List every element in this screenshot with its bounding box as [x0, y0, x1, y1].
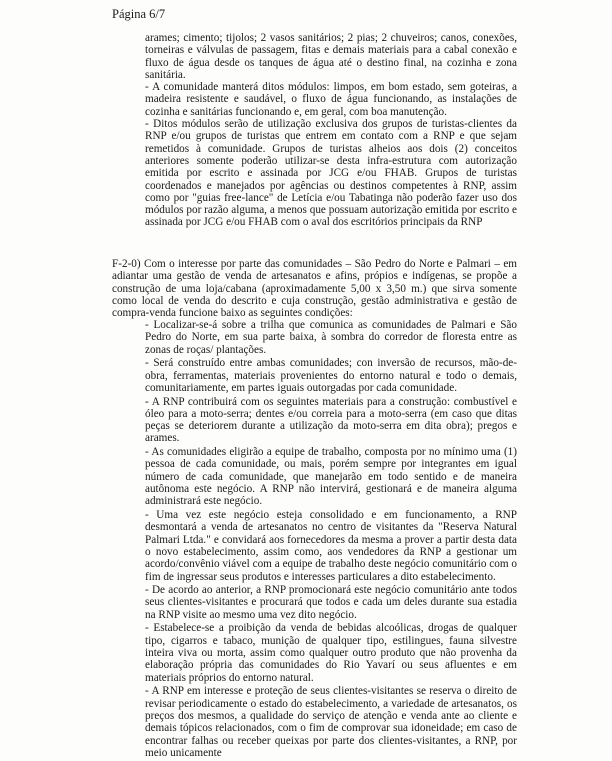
- condition-item: - De acordo ao anterior, a RNP promocionará este negócio comunitário ante todos seus clientes-visitantes e procurará que todos e cada um deles durante sua estadia na RNP visite ao mesmo uma vez dito negócio.: [145, 584, 517, 621]
- condition-item: - Será construído entre ambas comunidades; con inversão de recursos, mão-de-obra, ferramentas, materiais provenientes do entorno natural e todo o demais, comunitariamente, em partes iguais outorgadas por cada comunidade.: [145, 357, 517, 394]
- condition-item: - A RNP contribuirá com os seguintes materiais para a construção: combustível e óleo para a moto-serra; dentes e/ou correia para a moto-serra (em caso que ditas peças se deteriorem durante a utilização da moto-serra em dita obra); pregos e arames.: [145, 395, 517, 445]
- continuation-item: - Ditos módulos serão de utilização exclusiva dos grupos de turistas-clientes da RNP e/ou grupos de turistas que entrem em contato com a RNP e que sejam remetidos à comunidade. Grupos de turistas alheios aos dois (2) conceitos anteriores somente poderão utilizar-se desta infra-estrutura com autorização emitida por escrito e assinada por JCG e/ou FHAB. Grupos de turistas coordenados e manejados por agências ou destinos competentes à RNP, assim como por "guias free-lance" de Letícia e/ou Tabatinga não poderão fazer uso dos módulos por razão alguma, a menos que possuam autorização emitida por escrito e assinada por JCG e/ou FHAB com o aval dos escritórios principais da RNP: [145, 118, 517, 229]
- condition-item: - Estabelece-se a proibição da venda de bebidas alcoólicas, drogas de qualquer tipo, cigarros e tabaco, munição de qualquer tipo, estilingues, fauna silvestre inteira viva ou morta, assim como qualquer outro produto que não provenha da elaboração própria das comunidades do Rio Yavarí ou seus afluentes e em materiais próprios do entorno natural.: [145, 622, 517, 684]
- section-f20-intro: [112, 258, 517, 319]
- condition-item: - Uma vez este negócio esteja consolidado e em funcionamento, a RNP desmontará a venda de artesanatos no centro de visitantes da "Reserva Natural Palmari Ltda." e convidará aos fornecedores da mesma a prover a partir desta data o novo estabelecimento, assim como, aos vendedores da RNP a gestionar um acordo/convênio viável com a equipe de trabalho deste negócio comunitário com o fim de ingressar seus produtos e interesses particulares a dito estabelecimento.: [145, 509, 517, 583]
- continuation-item: - A comunidade manterá ditos módulos: limpos, em bom estado, sem goteiras, a madeira resistente e saudável, o fluxo de água funcionando, as instalações de cozinha e sanitárias funcionando e, em geral, com boa manutenção.: [145, 81, 517, 118]
- condition-item: - A RNP em interesse e proteção de seus clientes-visitantes se reserva o direito de revisar periodicamente o estado do estabelecimento, a variedade de artesanatos, os preços dos mesmos, a qualidade do serviço de atenção e venda ante ao cliente e demais tópicos relacionados, com o fim de comprovar sua idoneidade; em caso de encontrar falhas ou receber queixas por parte dos clientes-visitantes, a RNP, por meio unicamente: [145, 685, 517, 759]
- continuation-lead-text: arames; cimento; tijolos; 2 vasos sanitários; 2 pias; 2 chuveiros; canos, conexões, torneiras e válvulas de passagem, fitas e demais materiais para a cabal conexão e fluxo de água desde os tanques de água até o destino final, na cozinha e zona sanitária.: [145, 32, 517, 81]
- condition-item: - Localizar-se-á sobre a trilha que comunica as comunidades de Palmari e São Pedro do Norte, em sua parte baixa, à sombra do corredor de floresta entre as zonas de roças/ plantações.: [145, 319, 517, 356]
- condition-item: - As comunidades eligirão a equipe de trabalho, composta por no mínimo uma (1) pessoa de cada comunidade, ou mais, porém sempre por integrantes em igual número de cada comunidade, que manejarão em todo sentido e de maneira autônoma este negócio. A RNP não intervirá, gestionará e de maneira alguma administrará este negócio.: [145, 446, 517, 508]
- section-f20-intro-text: F-2-0) Com o interesse por parte das comunidades – São Pedro do Norte e Palmari – em adiantar uma gestão de venda de artesanatos e afins, própios e indígenas, se propõe a construção de uma loja/cabana (aproximadamente 5,00 x 3,50 m.) que sirva somente como local de venda do descrito e cuja construção, gestão administrativa e gestão de compra-venda funcione baixo as seguintes condições:: [112, 258, 517, 320]
- section-f20-items: [145, 319, 517, 761]
- page-number: Página 6/7: [112, 7, 166, 21]
- section-continuation: [145, 32, 517, 229]
